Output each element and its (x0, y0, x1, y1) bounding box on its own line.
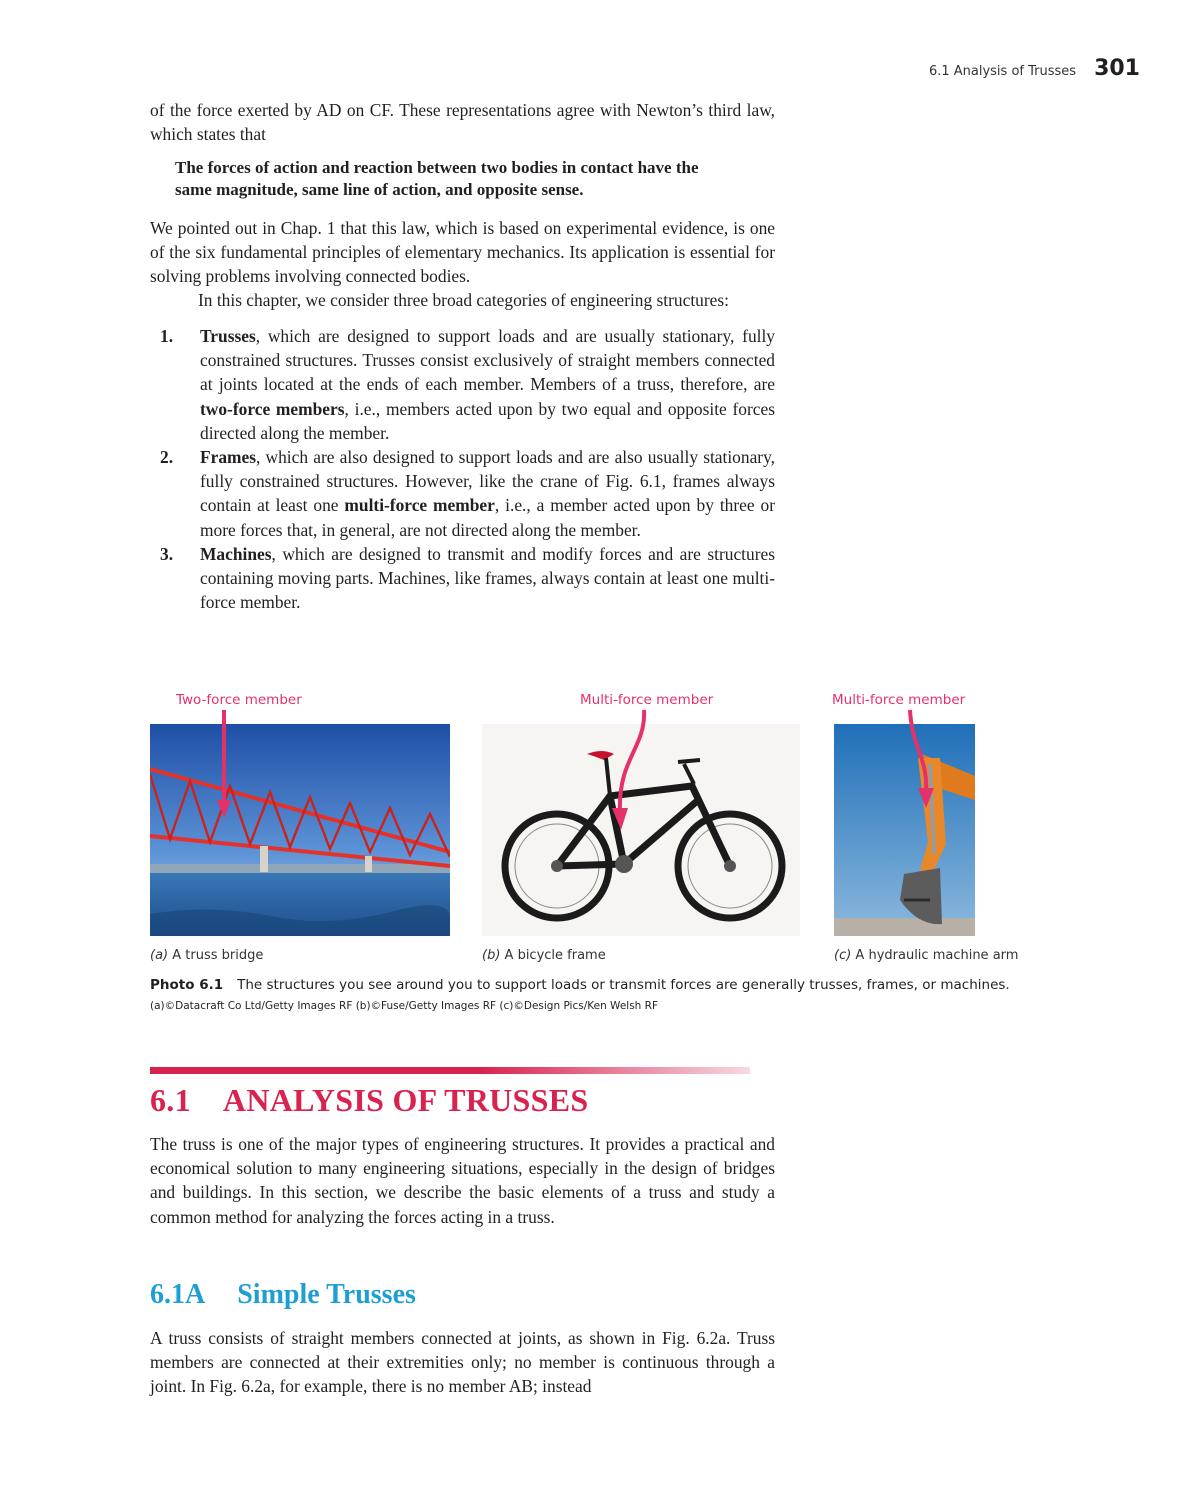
subsection-title-text: Simple Trusses (237, 1279, 416, 1310)
quote-line-2: same magnitude, same line of action, and opposite sense. (175, 180, 584, 199)
subcaption-b: (b) A bicycle frame (482, 948, 606, 963)
page-number: 301 (1094, 56, 1140, 81)
list-item-text-end: , i.e., members acted upon by two equal and opposite forces directed along the member. (200, 398, 775, 443)
subsection-number: 6.1A (150, 1279, 206, 1310)
list-item-term: Machines (200, 543, 272, 564)
list-item (150, 324, 775, 445)
list-item-text: , which are designed to transmit and modify forces and are structures containing moving parts. Machines, like frames, always contain at least one multi-force member. (200, 543, 775, 613)
photo-caption-label: Photo 6.1 (150, 977, 224, 993)
callout-multi-force-member-bicycle: Multi-force member (580, 692, 714, 708)
intro-paragraph-1: of the force exerted by AD on CF. These representations agree with Newton’s third law, which states that (150, 100, 775, 145)
list-item-bold: multi-force member (344, 495, 495, 516)
section-number: 6.1 (150, 1082, 191, 1118)
section-title (150, 1082, 588, 1119)
list-item (150, 445, 775, 542)
subcaption-c: (c) A hydraulic machine arm (834, 948, 1019, 963)
list-item-number: 2. (160, 447, 174, 468)
section-paragraph: The truss is one of the major types of engineering structures. It provides a practical and economical solution to many engineering situations, especially in the design of bridges and buildings. In this section, we describe the basic elements of a truss and study a common method for analyzing the forces acting in a truss. (150, 1134, 775, 1227)
list-item-term: Frames (200, 447, 257, 468)
quote-line-1: The forces of action and reaction between two bodies in contact have the (175, 158, 699, 177)
truss-bridge-illustration (150, 724, 450, 936)
intro-paragraph-2: We pointed out in Chap. 1 that this law, which is based on experimental evidence, is one of the six fundamental principles of elementary mechanics. Its application is essential for solving problems involving connected bodies. (150, 218, 775, 287)
structure-categories-list (150, 324, 775, 614)
subsection-paragraph: A truss consists of straight members connected at joints, as shown in Fig. 6.2a. Truss members are connected at their extremities only; no member is continuous through a joint. In Fig. 6.2a, for example, there is no member AB; instead (150, 1328, 775, 1397)
list-item-number: 1. (160, 326, 174, 346)
arrow-multi-force-bicycle (600, 708, 660, 834)
list-item-term: Trusses (200, 326, 256, 346)
photo-caption (150, 975, 1030, 1016)
list-item-text: , which are also designed to support loads and are also usually stationary, fully constrained structures. However, like the crane of Fig. 6.1, frames always contain at least one (200, 447, 775, 516)
running-head-section: 6.1 Analysis of Trusses (928, 64, 1077, 79)
callout-two-force-member: Two-force member (176, 692, 302, 708)
list-item (150, 542, 775, 615)
intro-paragraph-3: In this chapter, we consider three broad categories of engineering structures: (198, 290, 729, 310)
arrow-two-force-member (216, 708, 236, 820)
photo-caption-text: The structures you see around you to support loads or transmit forces are generally trusses, frames, or machines. (237, 977, 1010, 993)
photo-credits: (a)©Datacraft Co Ltd/Getty Images RF (b)©Fuse/Getty Images RF (c)©Design Pics/Ken Welsh RF (150, 1000, 659, 1012)
photo-truss-bridge (150, 724, 450, 936)
running-head (880, 56, 1140, 81)
list-item-number: 3. (160, 543, 174, 564)
newton-third-law-quote (175, 157, 775, 201)
list-item-text-end: , i.e., a member acted upon by three or more forces that, in general, are not directed along the member. (200, 495, 775, 540)
subsection-title (150, 1279, 416, 1311)
callout-multi-force-member-arm: Multi-force member (832, 692, 966, 708)
list-item-text: , which are designed to support loads and are usually stationary, fully constrained structures. Trusses consist exclusively of straight members connected at joints located at the ends of each member. Members of a truss, therefore, are (200, 326, 775, 395)
section-title-text: ANALYSIS OF TRUSSES (222, 1082, 589, 1118)
section-rule (150, 1067, 750, 1074)
list-item-bold: two-force members (200, 398, 345, 419)
arrow-multi-force-arm (890, 708, 940, 812)
subcaption-a: (a) A truss bridge (150, 948, 264, 963)
